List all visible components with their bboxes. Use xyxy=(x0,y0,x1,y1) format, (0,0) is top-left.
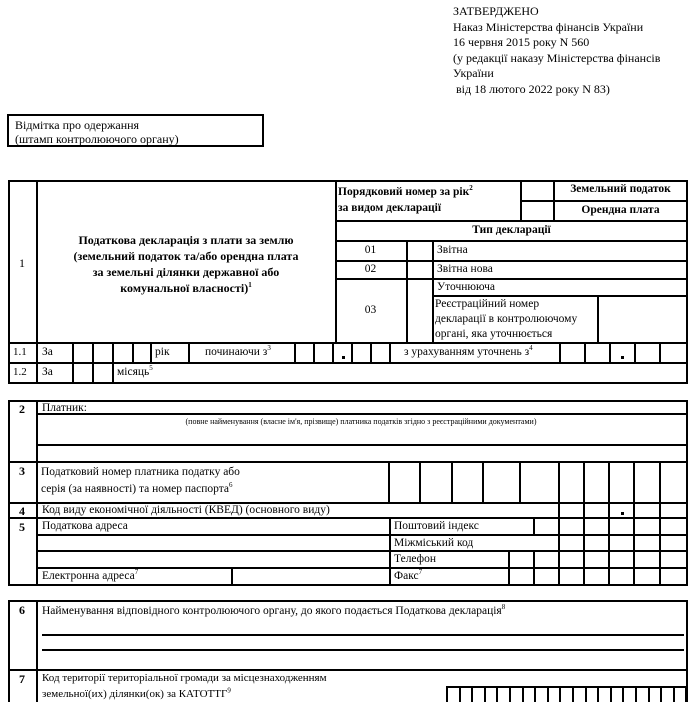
email-label xyxy=(42,568,139,583)
serial-number-input[interactable] xyxy=(522,182,552,220)
authority-input-line[interactable] xyxy=(42,634,684,636)
katottg-label xyxy=(42,670,327,702)
approval-line: від 18 лютого 2022 року N 83) xyxy=(453,81,610,96)
rule xyxy=(432,240,434,343)
rule xyxy=(389,342,391,363)
type-label: Звітна xyxy=(437,244,468,256)
rule xyxy=(533,517,535,535)
footnote-mark: 3 xyxy=(267,344,271,353)
rule xyxy=(8,400,688,402)
rent-option[interactable]: Орендна плата xyxy=(581,204,660,216)
katottg-cell-border xyxy=(572,686,574,702)
section-number: 6 xyxy=(19,603,25,617)
katottg-cell-border xyxy=(660,686,662,702)
katottg-cell-border xyxy=(534,686,536,702)
separator-dot xyxy=(342,356,345,359)
rule xyxy=(188,342,190,363)
separator-dot xyxy=(621,356,624,359)
fax-label xyxy=(394,568,423,583)
footnote-mark: 7 xyxy=(134,568,139,577)
katottg-cell-border xyxy=(635,686,637,702)
approval-line: України xyxy=(453,66,494,80)
za-label: За xyxy=(42,366,53,378)
rule xyxy=(112,342,114,384)
month-label xyxy=(117,364,153,379)
stamp-sublabel: (штамп контролюючого органу) xyxy=(15,132,179,146)
tax-address-label: Податкова адреса xyxy=(42,520,128,532)
rule xyxy=(8,180,688,182)
katottg-label-line: Код території територіальної громади за місцезнаходженням xyxy=(42,672,327,684)
section-number: 3 xyxy=(19,464,25,478)
approval-block xyxy=(453,4,660,97)
katottg-cell-border xyxy=(610,686,612,702)
approval-line: ЗАТВЕРДЖЕНО xyxy=(453,4,539,18)
type-01-checkbox[interactable] xyxy=(408,242,432,260)
reg-number-input[interactable] xyxy=(599,297,686,342)
authority-text: Найменування відповідного контролюючого органу, до якого подається Податкова декларація xyxy=(42,605,502,617)
email-input[interactable] xyxy=(233,569,388,584)
rule xyxy=(8,517,688,519)
fax-text: Факс xyxy=(394,570,419,582)
rule xyxy=(389,517,391,586)
declaration-type-header: Тип декларації xyxy=(472,224,551,236)
rule xyxy=(446,686,687,688)
rule xyxy=(335,220,688,222)
receipt-stamp-box[interactable] xyxy=(7,114,264,147)
tax-number-label-line: серія (за наявності) та номер паспорта xyxy=(41,483,229,495)
rule xyxy=(8,180,10,384)
katottg-cell-border xyxy=(459,686,461,702)
katottg-cell-border xyxy=(622,686,624,702)
approval-line: 16 червня 2015 року N 560 xyxy=(453,35,590,49)
reg-label-line: органі, яка уточнюється xyxy=(435,328,553,340)
katottg-cell-border xyxy=(509,686,511,702)
katottg-cell-border xyxy=(471,686,473,702)
type-code: 02 xyxy=(364,263,377,275)
payer-name-input-2[interactable] xyxy=(38,446,685,461)
footnote-mark: 4 xyxy=(529,344,533,353)
katottg-cell-border xyxy=(522,686,524,702)
rule xyxy=(132,342,134,363)
area-code-label: Міжміський код xyxy=(394,537,474,549)
rule xyxy=(508,550,510,586)
rule xyxy=(609,342,611,363)
rule xyxy=(335,240,688,242)
rule xyxy=(533,550,535,586)
rule xyxy=(686,400,688,586)
rule xyxy=(332,342,334,363)
reg-label-line: декларації в контролюючому xyxy=(435,313,578,325)
rule xyxy=(294,342,296,363)
reg-label-line: Реєстраційний номер xyxy=(435,298,540,310)
katottg-cell-border xyxy=(648,686,650,702)
authority-input-line[interactable] xyxy=(42,649,684,651)
kved-input[interactable] xyxy=(560,504,686,517)
month-text: місяць xyxy=(117,366,150,378)
tax-number-label xyxy=(41,464,240,498)
katottg-label-line: земельної(их) ділянки(ок) за КАТОТТГ xyxy=(42,688,228,700)
section-number: 2 xyxy=(19,402,25,416)
katottg-cell-border xyxy=(673,686,675,702)
katottg-cell-border xyxy=(685,686,687,702)
stamp-label: Відмітка про одержання xyxy=(15,118,140,132)
rule xyxy=(686,180,688,384)
rule xyxy=(335,278,688,280)
section-number: 1 xyxy=(19,256,25,270)
footnote-mark: 5 xyxy=(149,364,153,373)
katottg-cell-border xyxy=(585,686,587,702)
type-label: Звітна нова xyxy=(437,263,493,275)
serial-number-label xyxy=(338,184,473,216)
reg-number-label xyxy=(435,297,577,342)
email-text: Електронна адреса xyxy=(42,570,135,582)
rule xyxy=(36,600,38,702)
katottg-cell-border xyxy=(597,686,599,702)
rule xyxy=(8,382,688,384)
rule xyxy=(8,584,688,586)
rule xyxy=(92,342,94,384)
footnote-mark: 9 xyxy=(227,686,231,695)
type-03-checkbox[interactable] xyxy=(408,280,432,342)
declaration-title xyxy=(37,232,335,296)
footnote-mark: 6 xyxy=(228,481,233,490)
rule xyxy=(584,342,586,363)
rule xyxy=(8,600,688,602)
rule xyxy=(559,342,561,363)
footnote-mark: 1 xyxy=(248,281,252,289)
type-02-checkbox[interactable] xyxy=(408,262,432,278)
type-code: 01 xyxy=(364,244,377,256)
rule xyxy=(634,342,636,363)
rule xyxy=(72,342,74,384)
rule xyxy=(351,342,353,363)
land-tax-option[interactable]: Земельний податок xyxy=(570,183,671,195)
serial-label-line: Порядковий номер за рік xyxy=(338,186,470,198)
row-number: 1.1 xyxy=(13,346,27,358)
tax-address-input[interactable] xyxy=(38,536,388,550)
considering-text: з урахуванням уточнень з xyxy=(404,346,530,358)
tax-number-label-line: Податковий номер платника податку або xyxy=(41,466,240,478)
section-number: 5 xyxy=(19,520,25,534)
payer-name-input[interactable] xyxy=(38,428,685,444)
type-code: 03 xyxy=(364,304,377,316)
authority-label xyxy=(42,603,506,618)
footnote-mark: 8 xyxy=(501,603,506,612)
katottg-cell-border xyxy=(547,686,549,702)
type-label: Уточнююча xyxy=(437,281,496,293)
rule xyxy=(8,400,10,586)
rule xyxy=(313,342,315,363)
approval-line: (у редакції наказу Міністерства фінансів xyxy=(453,50,661,65)
rule xyxy=(370,342,372,363)
tax-address-input-2[interactable] xyxy=(38,552,388,567)
katottg-cell-border xyxy=(484,686,486,702)
rule xyxy=(659,342,661,363)
rule xyxy=(36,413,688,415)
postal-code-label: Поштовий індекс xyxy=(394,520,479,532)
rule xyxy=(8,342,688,344)
section-number: 4 xyxy=(19,504,25,518)
katottg-cell-border xyxy=(559,686,561,702)
section-number: 7 xyxy=(19,672,25,686)
starting-from-text: починаючи з xyxy=(205,346,268,358)
phone-label: Телефон xyxy=(394,553,437,565)
katottg-cell-border xyxy=(496,686,498,702)
approval-line: Наказ Міністерства фінансів України xyxy=(453,19,644,34)
rule xyxy=(335,260,688,262)
footnote-mark: 2 xyxy=(469,184,473,193)
serial-label-line: за видом декларації xyxy=(338,202,442,214)
title-line: за земельні ділянки державної або xyxy=(92,265,280,279)
za-label: За xyxy=(42,346,53,358)
tax-number-input[interactable] xyxy=(390,463,686,502)
rule xyxy=(150,342,152,363)
title-line: (земельний податок та/або орендна плата xyxy=(73,249,299,263)
row-number: 1.2 xyxy=(13,366,27,378)
title-line: комунальної власності) xyxy=(120,281,249,295)
year-label: рік xyxy=(155,346,170,358)
payer-hint: (повне найменування (власне ім'я, прізвище) платника податків згідно з реєстраційними документами) xyxy=(185,417,537,426)
footnote-mark: 7 xyxy=(418,568,423,577)
starting-from-label xyxy=(205,344,271,359)
considering-label xyxy=(404,344,533,359)
rule xyxy=(8,362,688,364)
payer-label: Платник: xyxy=(42,402,87,414)
katottg-cell-border xyxy=(446,686,448,702)
title-line: Податкова декларація з плати за землю xyxy=(78,233,294,247)
kved-label: Код виду економічної діяльності (КВЕД) (основного виду) xyxy=(42,504,330,516)
